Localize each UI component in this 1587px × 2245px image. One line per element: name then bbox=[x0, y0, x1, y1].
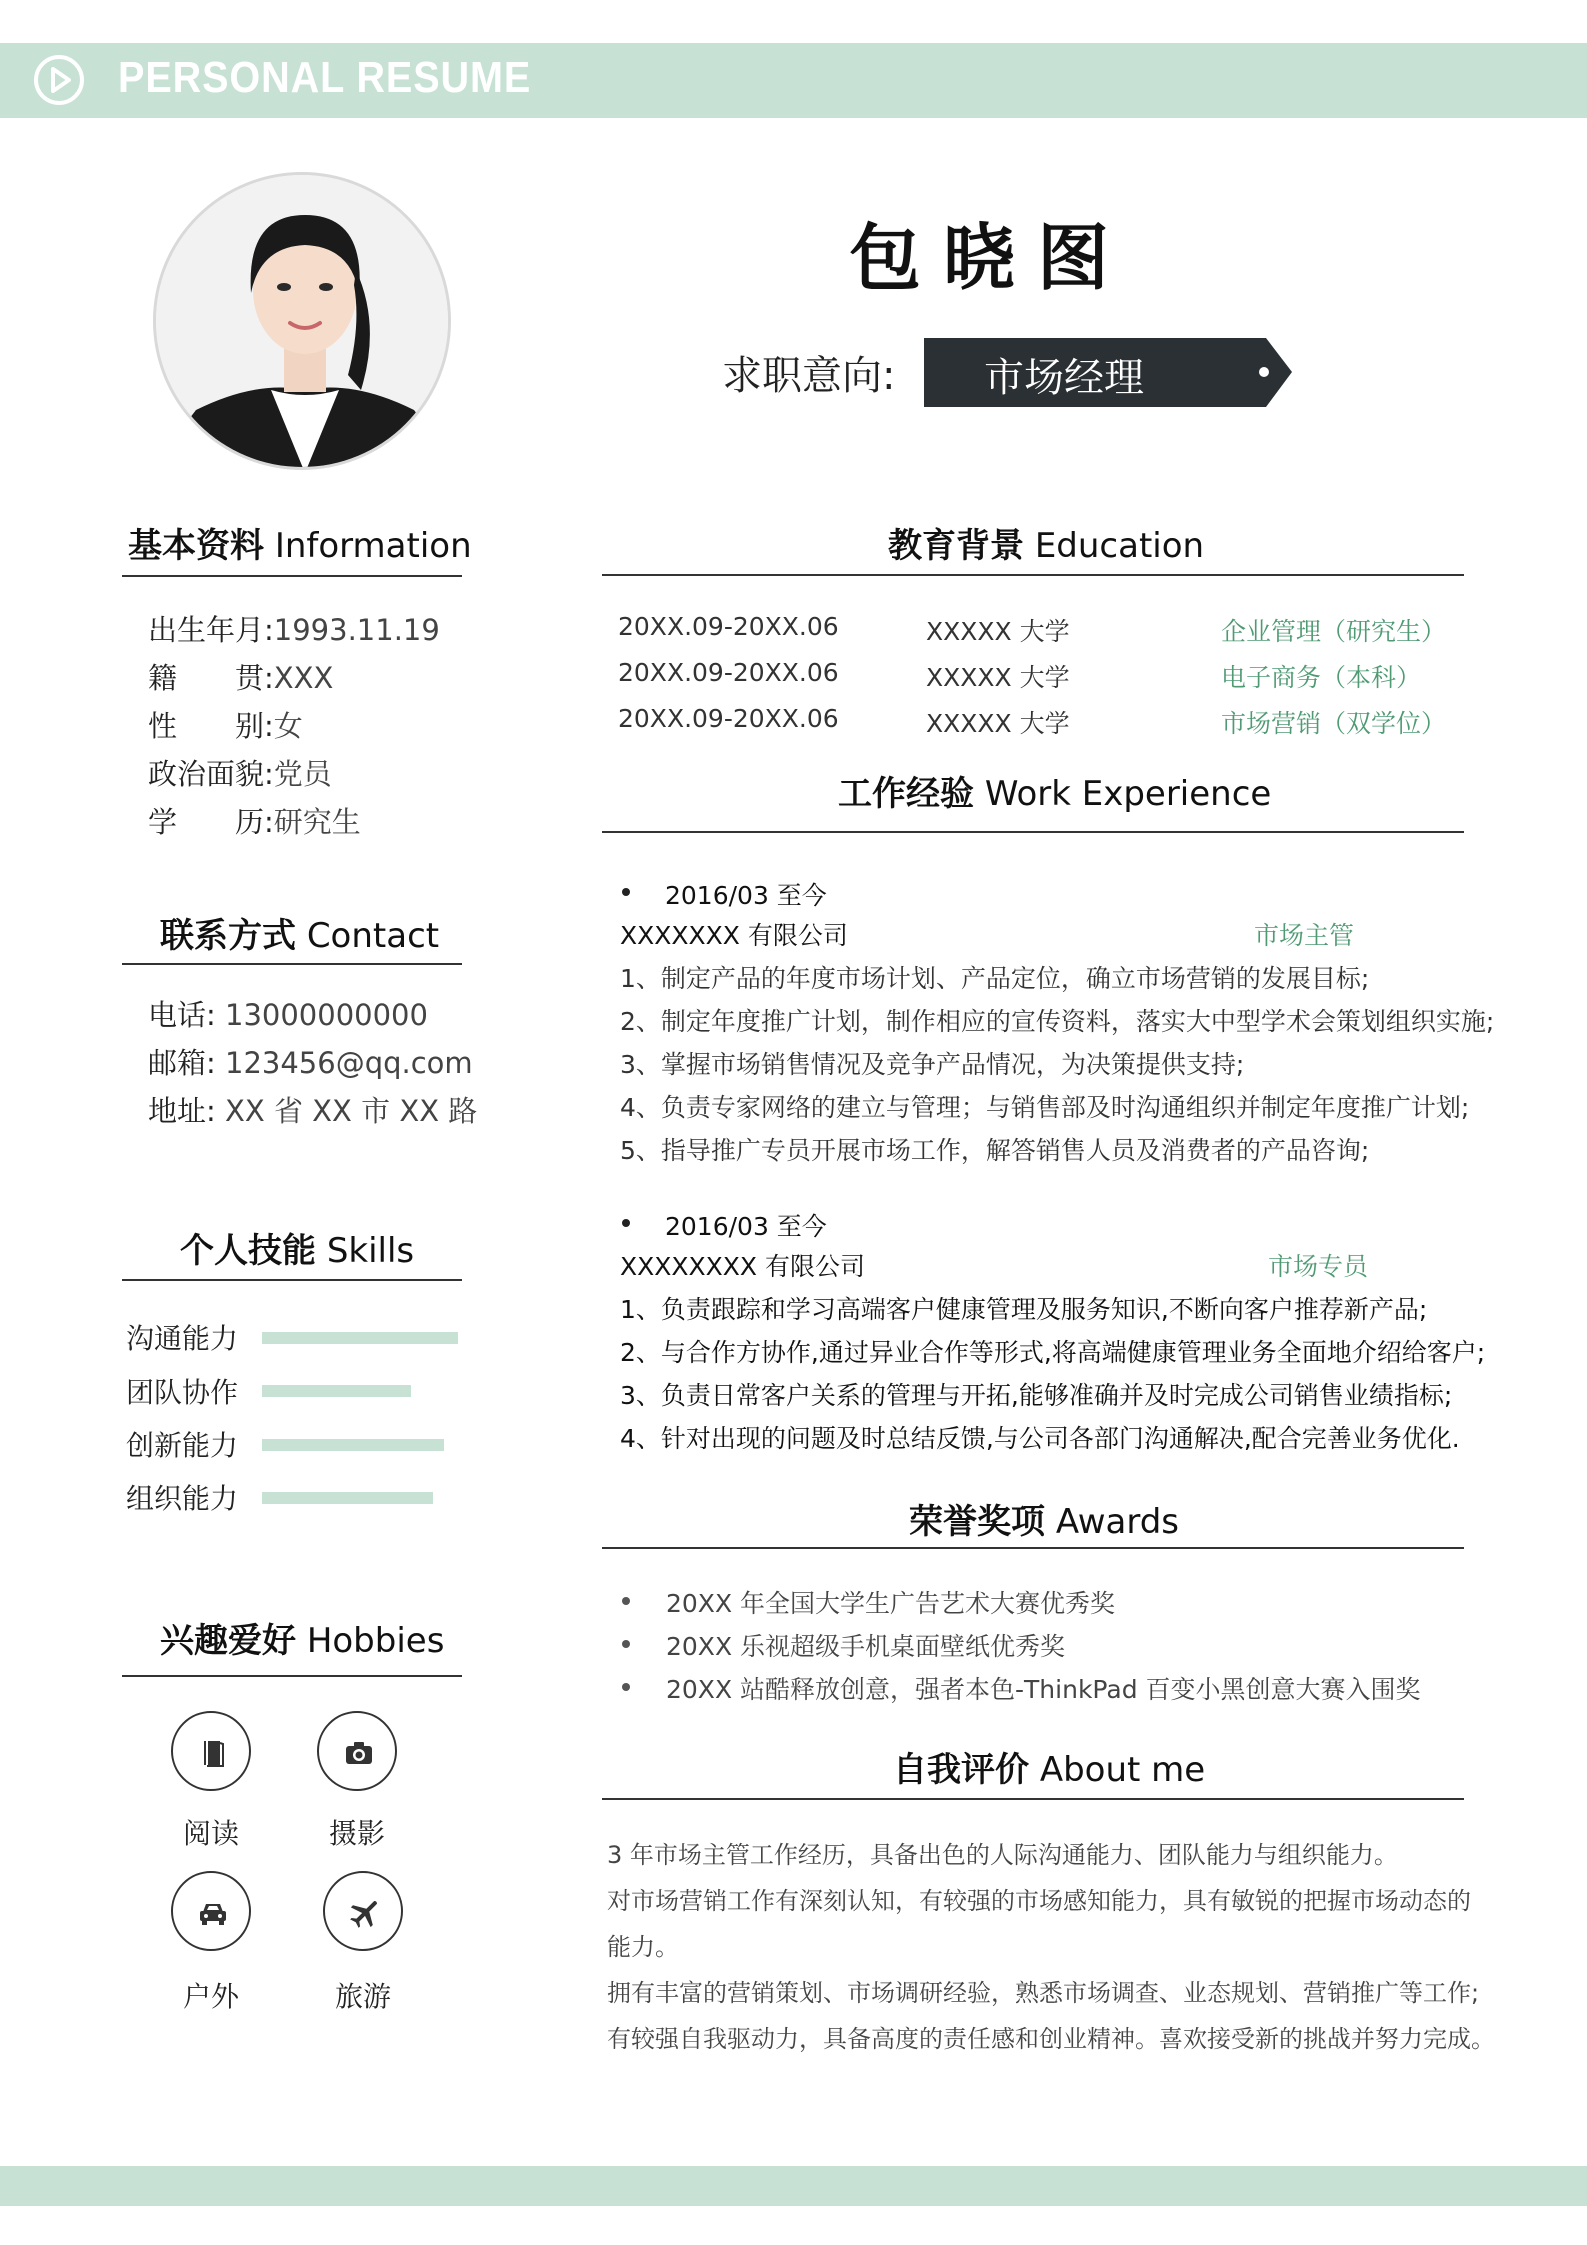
job-intent-value: 市场经理 bbox=[984, 355, 1144, 401]
hobby-label: 户外 bbox=[182, 1980, 239, 2013]
job-role: 市场主管 bbox=[1254, 921, 1355, 950]
job-duty: 5、指导推广专员开展市场工作，解答销售人员及消费者的产品咨询; bbox=[620, 1136, 1370, 1165]
job-duty: 2、与合作方协作,通过异业合作等形式,将高端健康管理业务全面地介绍给客户; bbox=[620, 1338, 1486, 1367]
skill-label: 创新能力 bbox=[126, 1429, 239, 1462]
edu-major: 市场营销（双学位） bbox=[1221, 709, 1447, 738]
bullet bbox=[622, 1597, 630, 1605]
edu-period: 20XX.09-20XX.06 bbox=[618, 612, 839, 641]
info-section-title: 基本资料 Information bbox=[128, 526, 472, 566]
car-icon bbox=[171, 1871, 251, 1951]
job-company: XXXXXXX 有限公司 bbox=[620, 921, 848, 950]
skill-label: 沟通能力 bbox=[126, 1322, 239, 1355]
skill-bar bbox=[262, 1385, 411, 1397]
work-section-title: 工作经验 Work Experience bbox=[838, 774, 1272, 814]
candidate-name: 包晓图 bbox=[848, 216, 1131, 300]
bullet bbox=[622, 1683, 630, 1691]
bullet bbox=[622, 1219, 630, 1227]
hobbies-divider bbox=[122, 1675, 462, 1677]
about-divider bbox=[602, 1798, 1464, 1800]
job-company: XXXXXXXX 有限公司 bbox=[620, 1252, 865, 1281]
about-section-title: 自我评价 About me bbox=[893, 1750, 1206, 1790]
info-row: 学 历:研究生 bbox=[148, 805, 361, 839]
awards-section-title: 荣誉奖项 Awards bbox=[909, 1502, 1180, 1542]
info-divider bbox=[122, 575, 462, 577]
contact-section-title: 联系方式 Contact bbox=[160, 916, 440, 956]
skill-bar bbox=[262, 1492, 433, 1504]
skill-label: 组织能力 bbox=[126, 1482, 239, 1515]
contact-divider bbox=[122, 963, 462, 965]
about-line: 3 年市场主管工作经历，具备出色的人际沟通能力、团队能力与组织能力。 bbox=[607, 1841, 1398, 1869]
job-duty: 4、负责专家网络的建立与管理；与销售部及时沟通组织并制定年度推广计划; bbox=[620, 1093, 1470, 1122]
job-duty: 1、制定产品的年度市场计划、产品定位，确立市场营销的发展目标; bbox=[620, 964, 1370, 993]
edu-school: XXXXX 大学 bbox=[926, 663, 1070, 692]
award-item: 20XX 站酷释放创意，强者本色-ThinkPad 百变小黑创意大赛入围奖 bbox=[666, 1675, 1421, 1704]
bullet bbox=[622, 888, 630, 896]
job-duty: 3、负责日常客户关系的管理与开拓,能够准确并及时完成公司销售业绩指标; bbox=[620, 1381, 1453, 1410]
job-duty: 4、针对出现的问题及时总结反馈,与公司各部门沟通解决,配合完善业务优化. bbox=[620, 1424, 1460, 1453]
info-row: 籍 贯:XXX bbox=[148, 661, 334, 695]
work-divider bbox=[602, 831, 1464, 833]
info-row: 性 别:女 bbox=[148, 709, 303, 743]
about-line: 对市场营销工作有深刻认知，有较强的市场感知能力，具有敏锐的把握市场动态的 bbox=[607, 1887, 1471, 1915]
job-intent-label: 求职意向: bbox=[722, 353, 896, 399]
edu-period: 20XX.09-20XX.06 bbox=[618, 658, 839, 687]
brand-title: PERSONAL RESUME bbox=[118, 53, 532, 102]
job-duty: 3、掌握市场销售情况及竞争产品情况，为决策提供支持; bbox=[620, 1050, 1245, 1079]
hobby-label: 摄影 bbox=[328, 1817, 385, 1850]
contact-email: 邮箱: 123456@qq.com bbox=[148, 1046, 473, 1080]
award-item: 20XX 乐视超级手机桌面壁纸优秀奖 bbox=[666, 1632, 1066, 1661]
edu-period: 20XX.09-20XX.06 bbox=[618, 704, 839, 733]
edu-school: XXXXX 大学 bbox=[926, 709, 1070, 738]
award-item: 20XX 年全国大学生广告艺术大赛优秀奖 bbox=[666, 1589, 1116, 1618]
camera-icon bbox=[317, 1711, 397, 1791]
education-divider bbox=[602, 574, 1464, 576]
info-row: 政治面貌:党员 bbox=[148, 757, 332, 791]
contact-phone: 电话: 13000000000 bbox=[148, 998, 428, 1032]
hobby-label: 阅读 bbox=[182, 1817, 239, 1850]
about-line: 有较强自我驱动力，具备高度的责任感和创业精神。喜欢接受新的挑战并努力完成。 bbox=[607, 2025, 1495, 2053]
book-icon bbox=[171, 1711, 251, 1791]
skill-bar bbox=[262, 1439, 444, 1451]
airplane-icon bbox=[323, 1871, 403, 1951]
skill-label: 团队协作 bbox=[126, 1376, 239, 1409]
edu-major: 电子商务（本科） bbox=[1221, 663, 1422, 692]
job-role: 市场专员 bbox=[1268, 1252, 1369, 1281]
job-period: 2016/03 至今 bbox=[665, 881, 827, 910]
avatar bbox=[153, 172, 451, 470]
education-section-title: 教育背景 Education bbox=[888, 526, 1205, 566]
hobby-label: 旅游 bbox=[334, 1980, 391, 2013]
awards-divider bbox=[602, 1547, 1464, 1549]
job-period: 2016/03 至今 bbox=[665, 1212, 827, 1241]
about-line: 拥有丰富的营销策划、市场调研经验，熟悉市场调查、业态规划、营销推广等工作; bbox=[607, 1979, 1480, 2007]
skill-bar bbox=[262, 1332, 458, 1344]
bullet bbox=[622, 1640, 630, 1648]
contact-address: 地址: XX 省 XX 市 XX 路 bbox=[148, 1094, 478, 1128]
footer-bar bbox=[0, 2166, 1587, 2206]
info-row: 出生年月:1993.11.19 bbox=[148, 613, 440, 647]
edu-major: 企业管理（研究生） bbox=[1221, 617, 1447, 646]
play-circle-icon bbox=[32, 53, 86, 107]
job-duty: 1、负责跟踪和学习高端客户健康管理及服务知识,不断向客户推荐新产品; bbox=[620, 1295, 1428, 1324]
job-duty: 2、制定年度推广计划，制作相应的宣传资料，落实大中型学术会策划组织实施; bbox=[620, 1007, 1495, 1036]
about-line: 能力。 bbox=[607, 1933, 679, 1961]
skills-divider bbox=[122, 1279, 462, 1281]
header-bar bbox=[0, 43, 1587, 118]
edu-school: XXXXX 大学 bbox=[926, 617, 1070, 646]
skills-section-title: 个人技能 Skills bbox=[180, 1231, 415, 1271]
hobbies-section-title: 兴趣爱好 Hobbies bbox=[160, 1621, 445, 1661]
